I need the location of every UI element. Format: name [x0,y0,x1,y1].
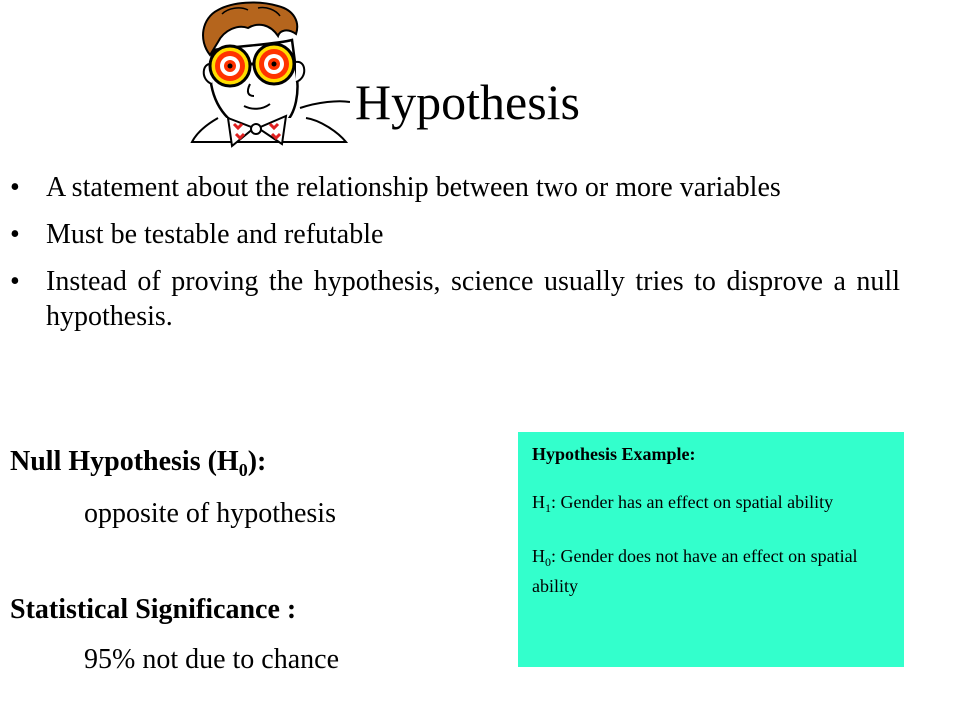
bullet-item [10,264,900,334]
hypothesis-example-box [518,432,904,667]
null-hypothesis-description: opposite of hypothesis [84,498,336,529]
bullet-text: Must be testable and refutable [46,219,384,250]
cartoon-scientist-icon [188,0,350,150]
example-h1: $H_1$: Gender has an effect on spatial ability [532,492,834,515]
example-title: Hypothesis Example: [532,444,696,464]
bullet-dot-icon: • [10,219,20,250]
significance-description: 95% not due to chance [84,644,340,675]
bullet-text: A statement about the relationship between two or more variables [46,172,781,203]
slide-title: Hypothesis [355,74,580,130]
bullet-item [10,170,900,205]
bullet-dot-icon: • [10,172,20,203]
bullet-item [10,217,900,252]
significance-heading: Statistical Significance : [10,594,297,625]
bullet-text: Instead of proving the hypothesis, science usually tries to disprove a null hypothesis. [46,266,900,332]
example-h0: $H_0$: Gender does not have an effect on spatial ability [532,546,858,596]
bullet-list [10,170,900,346]
null-hypothesis-heading: Null Hypothesis $(H_0)$: [10,446,267,480]
bullet-dot-icon: • [10,266,20,297]
